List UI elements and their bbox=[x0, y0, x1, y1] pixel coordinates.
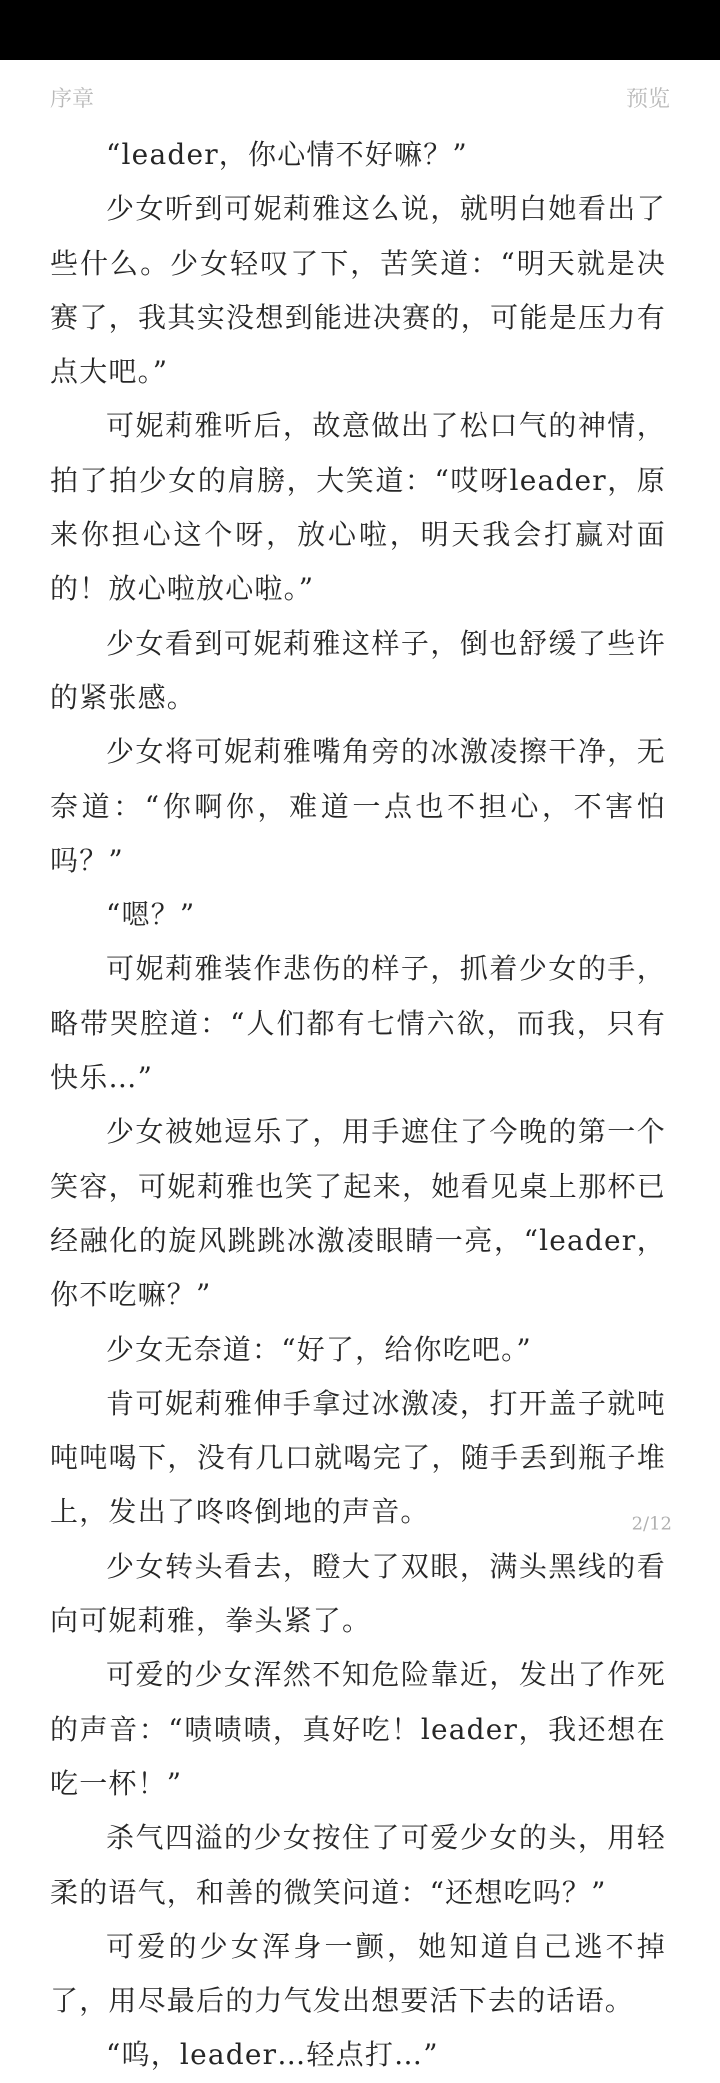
paragraph: 少女听到可妮莉雅这么说，就明白她看出了些什么。少女轻叹了下，苦笑道：“明天就是决赛了，我其实没想到能进决赛的，可能是压力有点大吧。” bbox=[50, 192, 666, 389]
paragraph: 可爱的少女浑身一颤，她知道自己逃不掉了，用尽最后的力气发出想要活下去的话语。 bbox=[50, 1929, 666, 2018]
page-number: 2/12 bbox=[631, 1513, 672, 1535]
paragraph: 可爱的少女浑然不知危险靠近，发出了作死的声音：“啧啧啧，真好吃！leader，我还想在吃一杯！” bbox=[50, 1658, 666, 1800]
paragraph: 少女看到可妮莉雅这样子，倒也舒缓了些许的紧张感。 bbox=[50, 626, 666, 714]
paragraph: 少女将可妮莉雅嘴角旁的冰激凌擦干净，无奈道：“你啊你，难道一点也不担心，不害怕吗？” bbox=[50, 735, 666, 877]
paragraph: “嗯？” bbox=[106, 898, 196, 932]
paragraph: “leader，你心情不好嘛？” bbox=[106, 138, 468, 171]
reader-header bbox=[0, 60, 720, 130]
paragraph: 少女被她逗乐了，用手遮住了今晚的第一个笑容，可妮莉雅也笑了起来，她看见桌上那杯已经融化的旋风跳跳冰激凌眼睛一亮，“leader，你不吃嘛？” bbox=[50, 1115, 666, 1312]
paragraph: 少女转头看去，瞪大了双眼，满头黑线的看向可妮莉雅，拳头紧了。 bbox=[50, 1549, 666, 1638]
paragraph: 少女无奈道：“好了，给你吃吧。” bbox=[106, 1332, 532, 1366]
paragraph: 可妮莉雅装作悲伤的样子，抓着少女的手，略带哭腔道：“人们都有七情六欲，而我，只有快乐…” bbox=[50, 952, 666, 1095]
paragraph: 杀气四溢的少女按住了可爱少女的头，用轻柔的语气，和善的微笑问道：“还想吃吗？” bbox=[50, 1821, 666, 1909]
paragraph: “呜，leader…轻点打…” bbox=[106, 2038, 439, 2072]
status-bar bbox=[0, 0, 720, 60]
preview-button[interactable]: 预览 bbox=[625, 87, 670, 112]
chapter-content bbox=[50, 128, 666, 2083]
paragraph: 可妮莉雅听后，故意做出了松口气的神情，拍了拍少女的肩膀，大笑道：“哎呀leader，原来你担心这个呀，放心啦，明天我会打赢对面的！放心啦放心啦。” bbox=[50, 409, 666, 606]
paragraph: 肯可妮莉雅伸手拿过冰激凌，打开盖子就吨吨吨喝下，没有几口就喝完了，随手丢到瓶子堆上，发出了咚咚倒地的声音。 bbox=[50, 1386, 666, 1529]
chapter-title: 序章 bbox=[50, 87, 95, 112]
